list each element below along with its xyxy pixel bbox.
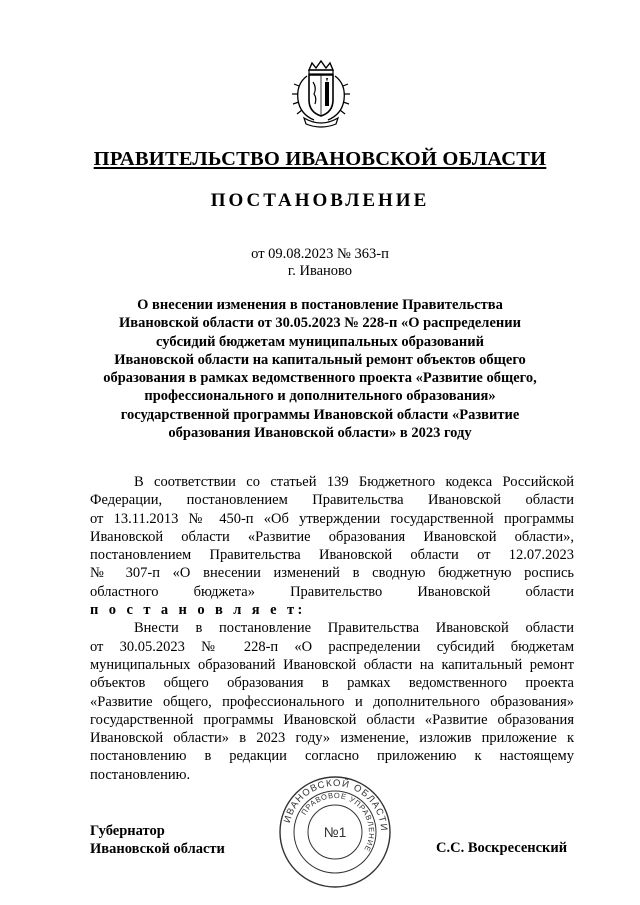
resolves-word: п о с т а н о в л я е т: bbox=[90, 602, 306, 619]
stamp-center-text: №1 bbox=[323, 824, 347, 840]
subject-line: Ивановской области на капитальный ремонт объектов общего bbox=[114, 351, 526, 368]
subject-line: образования Ивановской области» в 2023 году bbox=[168, 425, 472, 442]
signatory-name: С.С. Воскресенский bbox=[436, 840, 568, 856]
signatory-position-line: Губернатор bbox=[90, 823, 165, 839]
body-line: Ивановской области «Развитие образования Ивановской области», bbox=[90, 528, 574, 545]
body-line: от 30.05.2023 № 228-п «О распределении субсидий бюджетам bbox=[90, 638, 574, 655]
body-line: Ивановской области» в 2023 году» изменение, изложив приложение к bbox=[90, 730, 574, 747]
subject-line: Ивановской области от 30.05.2023 № 228-п «О распределении bbox=[119, 315, 521, 332]
body-line: объектов общего образования в рамках ведомственного проекта bbox=[90, 675, 574, 692]
body-line: В соответствии со статьей 139 Бюджетного кодекса Российской bbox=[134, 474, 574, 490]
document-date-number: от 09.08.2023 № 363-п bbox=[251, 246, 389, 262]
signatory-position bbox=[90, 822, 225, 858]
document-type: ПОСТАНОВЛЕНИЕ bbox=[210, 190, 430, 211]
body-line: постановлению в редакции согласно приложению к настоящему bbox=[90, 748, 574, 765]
subject-line: О внесении изменения в постановление Правительства bbox=[137, 297, 503, 313]
subject-line: профессионального и дополнительного образования» bbox=[144, 388, 496, 405]
coat-of-arms-icon bbox=[290, 60, 352, 128]
body-line: государственной программы Ивановской области «Развитие образования bbox=[90, 711, 574, 728]
body-line: Внести в постановление Правительства Ивановской области bbox=[134, 620, 574, 637]
body-line: муниципальных образований Ивановской области на капитальный ремонт bbox=[90, 656, 574, 673]
subject-line: образования в рамках ведомственного проекта «Развитие общего, bbox=[103, 370, 537, 387]
body-line: Федерации, постановлением Правительства Ивановской области bbox=[90, 492, 574, 509]
body-line: постановлением Правительства Ивановской области от 12.07.2023 bbox=[90, 547, 574, 564]
stamp-inner-text: ПРАВОВОЕ УПРАВЛЕНИЕ bbox=[299, 790, 377, 854]
document-body bbox=[90, 473, 574, 784]
body-line: № 307-п «О внесении изменений в сводную бюджетную роспись bbox=[90, 565, 574, 582]
signatory-position-line: Ивановской области bbox=[90, 841, 225, 857]
body-line: от 13.11.2013 № 450-п «Об утверждении государственной программы bbox=[90, 510, 574, 527]
document-city: г. Иваново bbox=[287, 263, 353, 279]
official-stamp-icon bbox=[278, 775, 392, 889]
body-line: «Развитие общего, профессионального и дополнительного образования» bbox=[90, 693, 574, 710]
subject-line: государственной программы Ивановской области «Развитие bbox=[120, 406, 520, 423]
document-subject bbox=[100, 296, 540, 442]
subject-line: субсидий бюджетам муниципальных образований bbox=[156, 333, 484, 350]
org-title: ПРАВИТЕЛЬСТВО ИВАНОВСКОЙ ОБЛАСТИ bbox=[93, 148, 547, 170]
stamp-outer-text: ИВАНОВСКОЙ ОБЛАСТИ bbox=[281, 777, 390, 833]
body-line: областного бюджета» Правительство Ивановской области bbox=[90, 583, 574, 600]
body-line: постановлению. bbox=[90, 766, 191, 783]
